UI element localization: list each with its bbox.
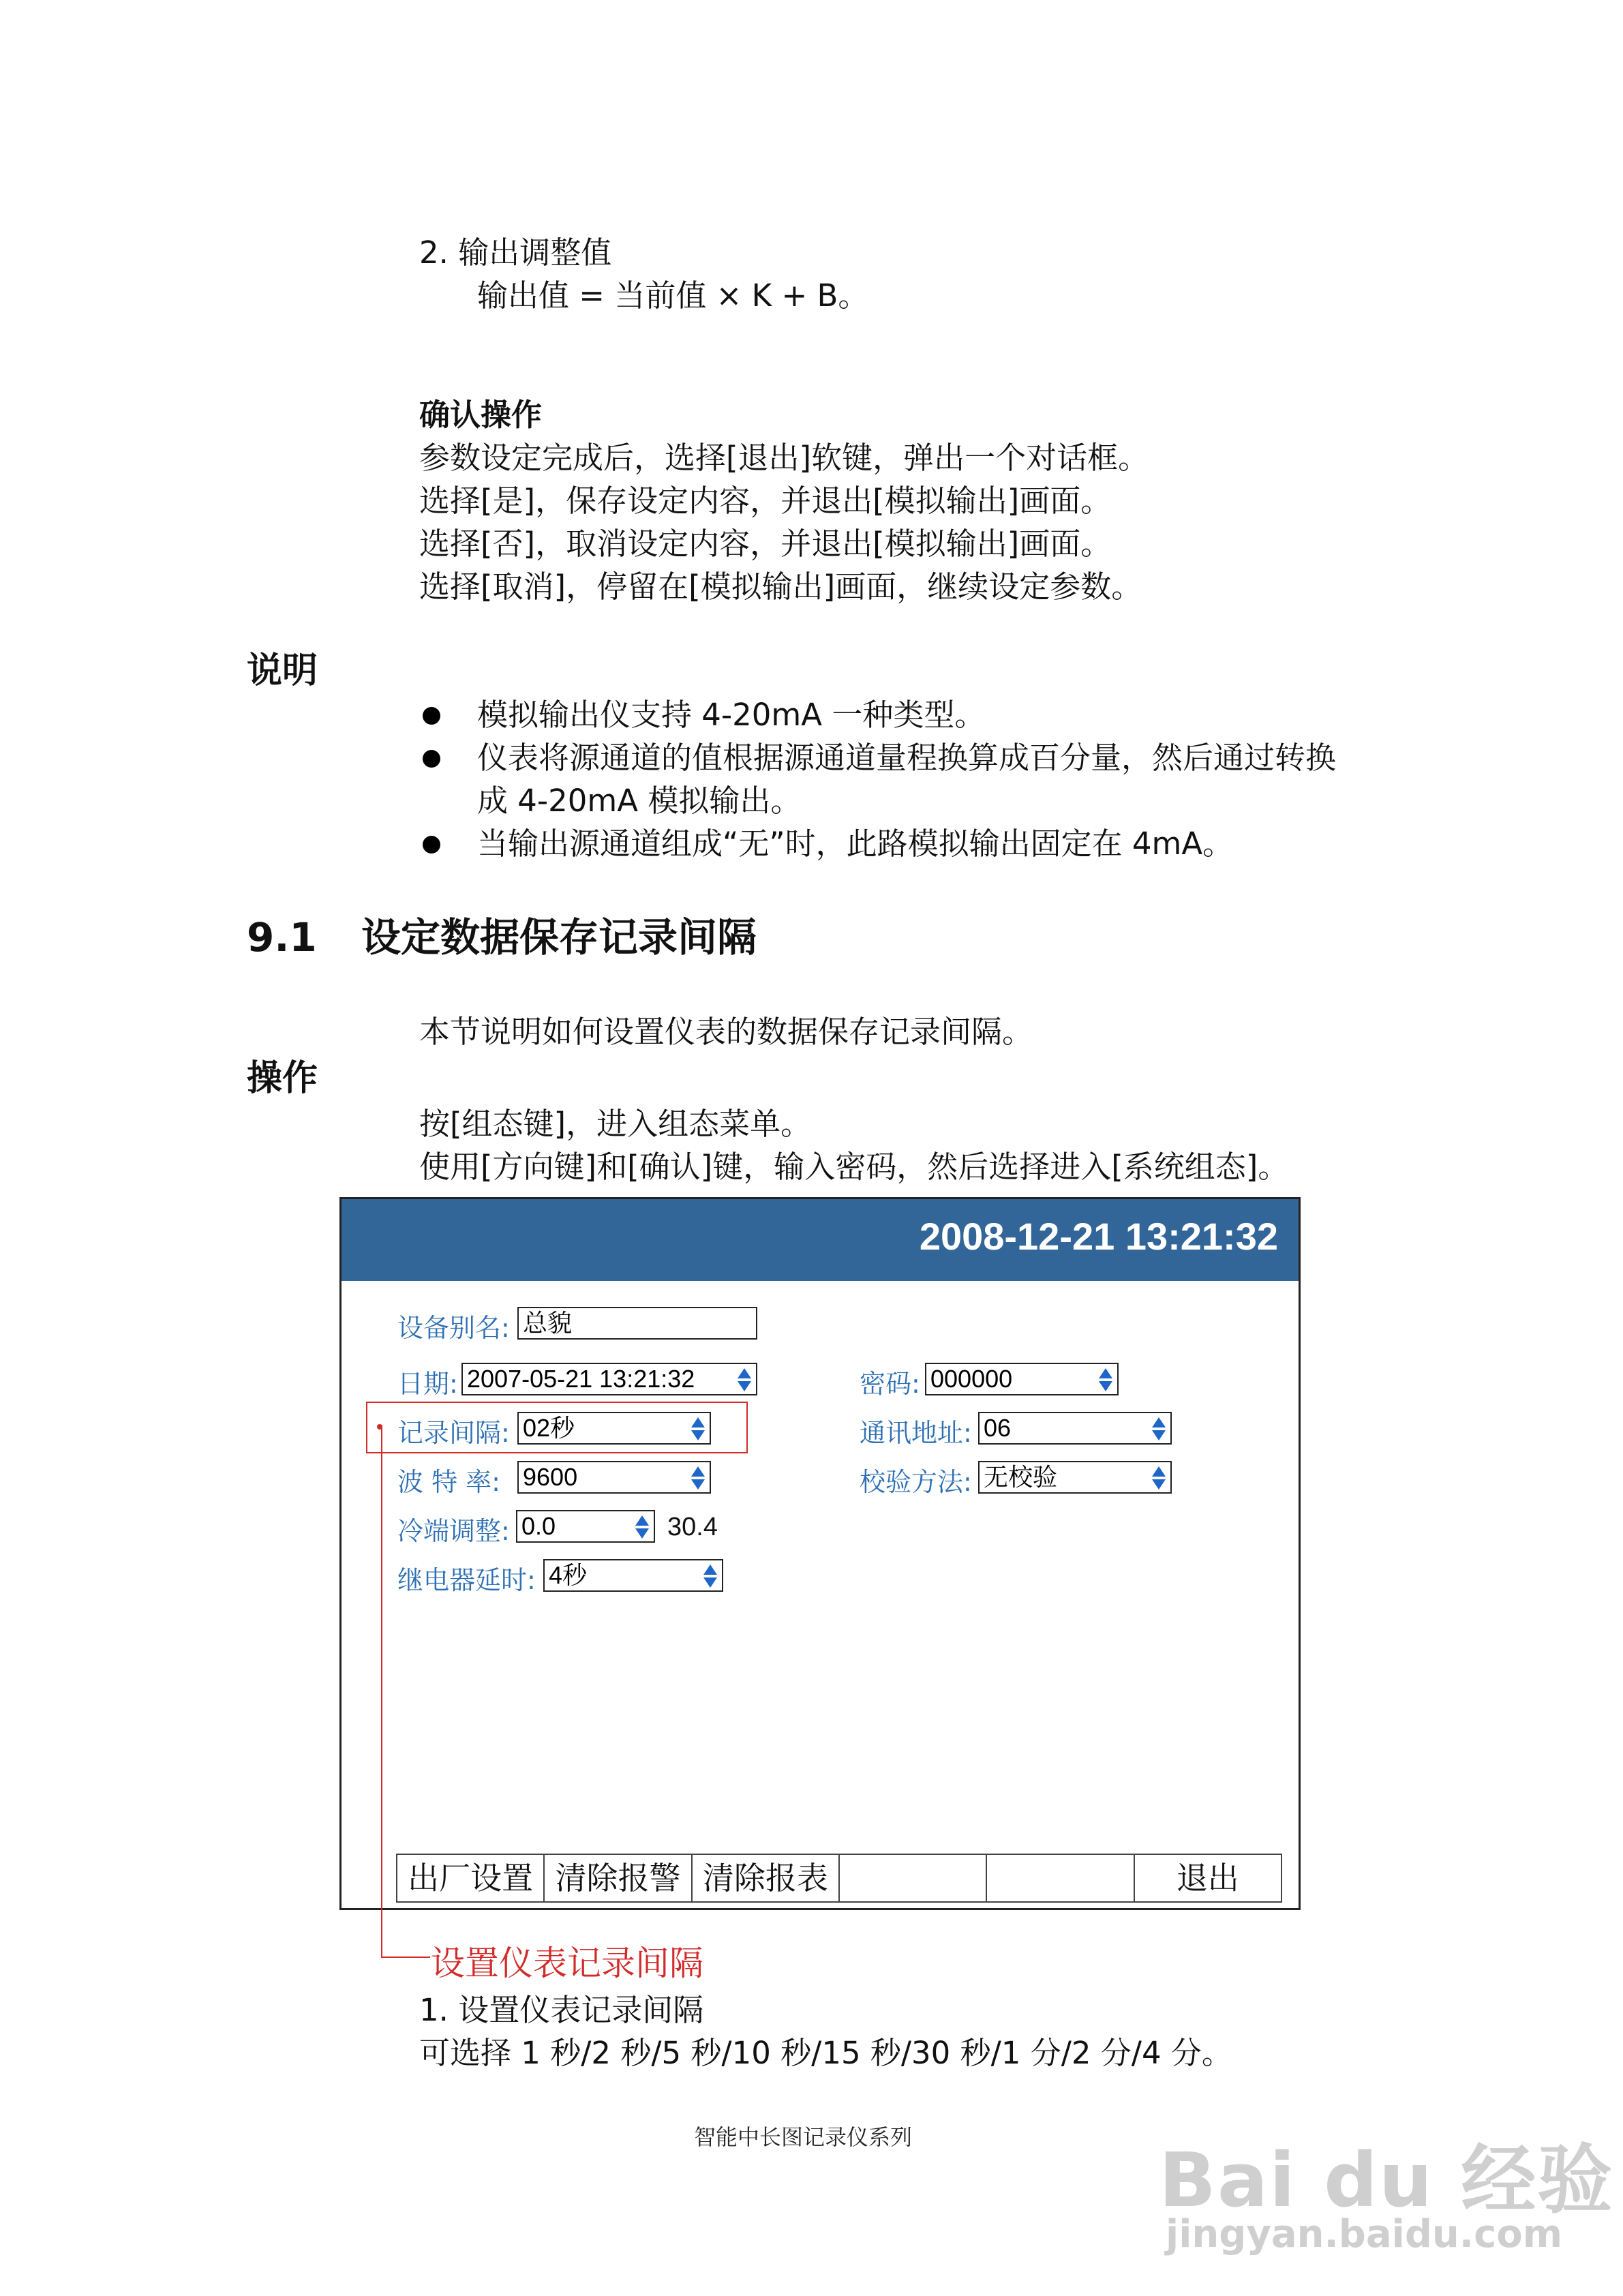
softkey-clear-report[interactable]: 清除报表 <box>693 1855 840 1901</box>
bullet-dot <box>423 707 440 725</box>
alias-input[interactable]: 总貌 <box>517 1307 757 1340</box>
password-input[interactable] <box>925 1363 1119 1395</box>
device-screen <box>339 1197 1301 1910</box>
spin-arrows-icon[interactable] <box>1151 1466 1166 1490</box>
relay-label: 继电器延时: <box>397 1565 536 1595</box>
alias-label: 设备别名: <box>397 1313 510 1343</box>
date-input[interactable] <box>461 1363 757 1395</box>
confirm-line: 参数设定完成后，选择[退出]软键，弹出一个对话框。 <box>419 440 1149 476</box>
interval-options: 可选择 1 秒/2 秒/5 秒/10 秒/15 秒/30 秒/1 分/2 分/4 分。 <box>419 2035 1232 2071</box>
callout-label: 设置仪表记录间隔 <box>431 1944 703 1983</box>
password-label: 密码: <box>860 1369 920 1399</box>
operation-heading: 操作 <box>247 1058 318 1099</box>
watermark-url: jingyan.baidu.com <box>1166 2212 1563 2256</box>
notes-heading: 说明 <box>247 650 318 691</box>
confirm-line: 选择[否]，取消设定内容，并退出[模拟输出]画面。 <box>419 526 1112 562</box>
date-label: 日期: <box>397 1369 458 1399</box>
password-value: 000000 <box>930 1365 1013 1393</box>
page-footer: 智能中长图记录仪系列 <box>694 2124 913 2150</box>
spin-arrows-icon[interactable] <box>737 1368 752 1392</box>
note-item: 当输出源通道组成“无”时，此路模拟输出固定在 4mA。 <box>477 826 1234 862</box>
address-input[interactable] <box>978 1412 1172 1445</box>
relay-input[interactable] <box>543 1559 723 1592</box>
confirm-line: 选择[取消]，停留在[模拟输出]画面，继续设定参数。 <box>419 569 1142 605</box>
screen-header <box>342 1199 1299 1281</box>
interval-label: 记录间隔: <box>397 1418 510 1448</box>
confirm-heading: 确认操作 <box>419 397 543 433</box>
section-intro: 本节说明如何设置仪表的数据保存记录间隔。 <box>419 1014 1033 1050</box>
output-formula: 输出值 = 当前值 × K + B。 <box>477 277 869 314</box>
section-number: 9.1 <box>247 914 317 961</box>
note-item: 仪表将源通道的值根据源通道量程换算成百分量，然后通过转换 <box>477 740 1337 776</box>
note-item: 成 4-20mA 模拟输出。 <box>477 783 802 819</box>
address-label: 通讯地址: <box>860 1418 972 1448</box>
check-value: 无校验 <box>984 1463 1058 1491</box>
interval-highlight <box>366 1402 748 1453</box>
cold-reading: 30.4 <box>667 1513 718 1541</box>
baud-label: 波 特 率: <box>397 1467 500 1497</box>
spin-arrows-icon[interactable] <box>635 1515 650 1539</box>
baud-value: 9600 <box>523 1463 578 1491</box>
softkey-empty[interactable] <box>987 1855 1134 1901</box>
section-title: 设定数据保存记录间隔 <box>361 914 757 961</box>
bullet-dot <box>423 836 440 854</box>
spin-arrows-icon[interactable] <box>1098 1368 1113 1392</box>
confirm-line: 选择[是]，保存设定内容，并退出[模拟输出]画面。 <box>419 483 1112 519</box>
interval-step-title: 1. 设置仪表记录间隔 <box>419 1992 704 2028</box>
spin-arrows-icon[interactable] <box>703 1564 718 1588</box>
output-adjust-title: 2. 输出调整值 <box>419 235 612 271</box>
cold-label: 冷端调整: <box>397 1516 510 1546</box>
softkey-empty[interactable] <box>840 1855 987 1901</box>
note-item: 模拟输出仪支持 4-20mA 一种类型。 <box>477 697 986 733</box>
baud-input[interactable] <box>517 1461 711 1494</box>
softkey-factory-reset[interactable]: 出厂设置 <box>397 1855 545 1901</box>
cold-value: 0.0 <box>521 1512 556 1540</box>
spin-arrows-icon[interactable] <box>1151 1417 1166 1441</box>
address-value: 06 <box>984 1414 1012 1442</box>
softkey-bar <box>396 1854 1282 1903</box>
cold-input[interactable] <box>516 1510 655 1543</box>
callout-leader-vertical <box>381 1425 382 1958</box>
operation-line: 按[组态键]，进入组态菜单。 <box>419 1106 812 1142</box>
spin-arrows-icon[interactable] <box>691 1466 706 1490</box>
interval-value: 02秒 <box>523 1414 575 1442</box>
softkey-clear-alarm[interactable]: 清除报警 <box>545 1855 692 1901</box>
check-label: 校验方法: <box>860 1467 972 1497</box>
relay-value: 4秒 <box>549 1561 588 1589</box>
operation-line: 使用[方向键]和[确认]键，输入密码，然后选择进入[系统组态]。 <box>419 1149 1289 1185</box>
watermark-logo: Bai du 经验 <box>1159 2136 1614 2224</box>
bullet-dot <box>423 750 440 768</box>
date-value: 2007-05-21 13:21:32 <box>467 1365 695 1393</box>
softkey-exit[interactable]: 退出 <box>1176 1860 1239 1897</box>
callout-leader-horizontal <box>381 1957 430 1958</box>
screen-datetime: 2008-12-21 13:21:32 <box>919 1215 1278 1258</box>
check-input[interactable] <box>978 1461 1172 1494</box>
